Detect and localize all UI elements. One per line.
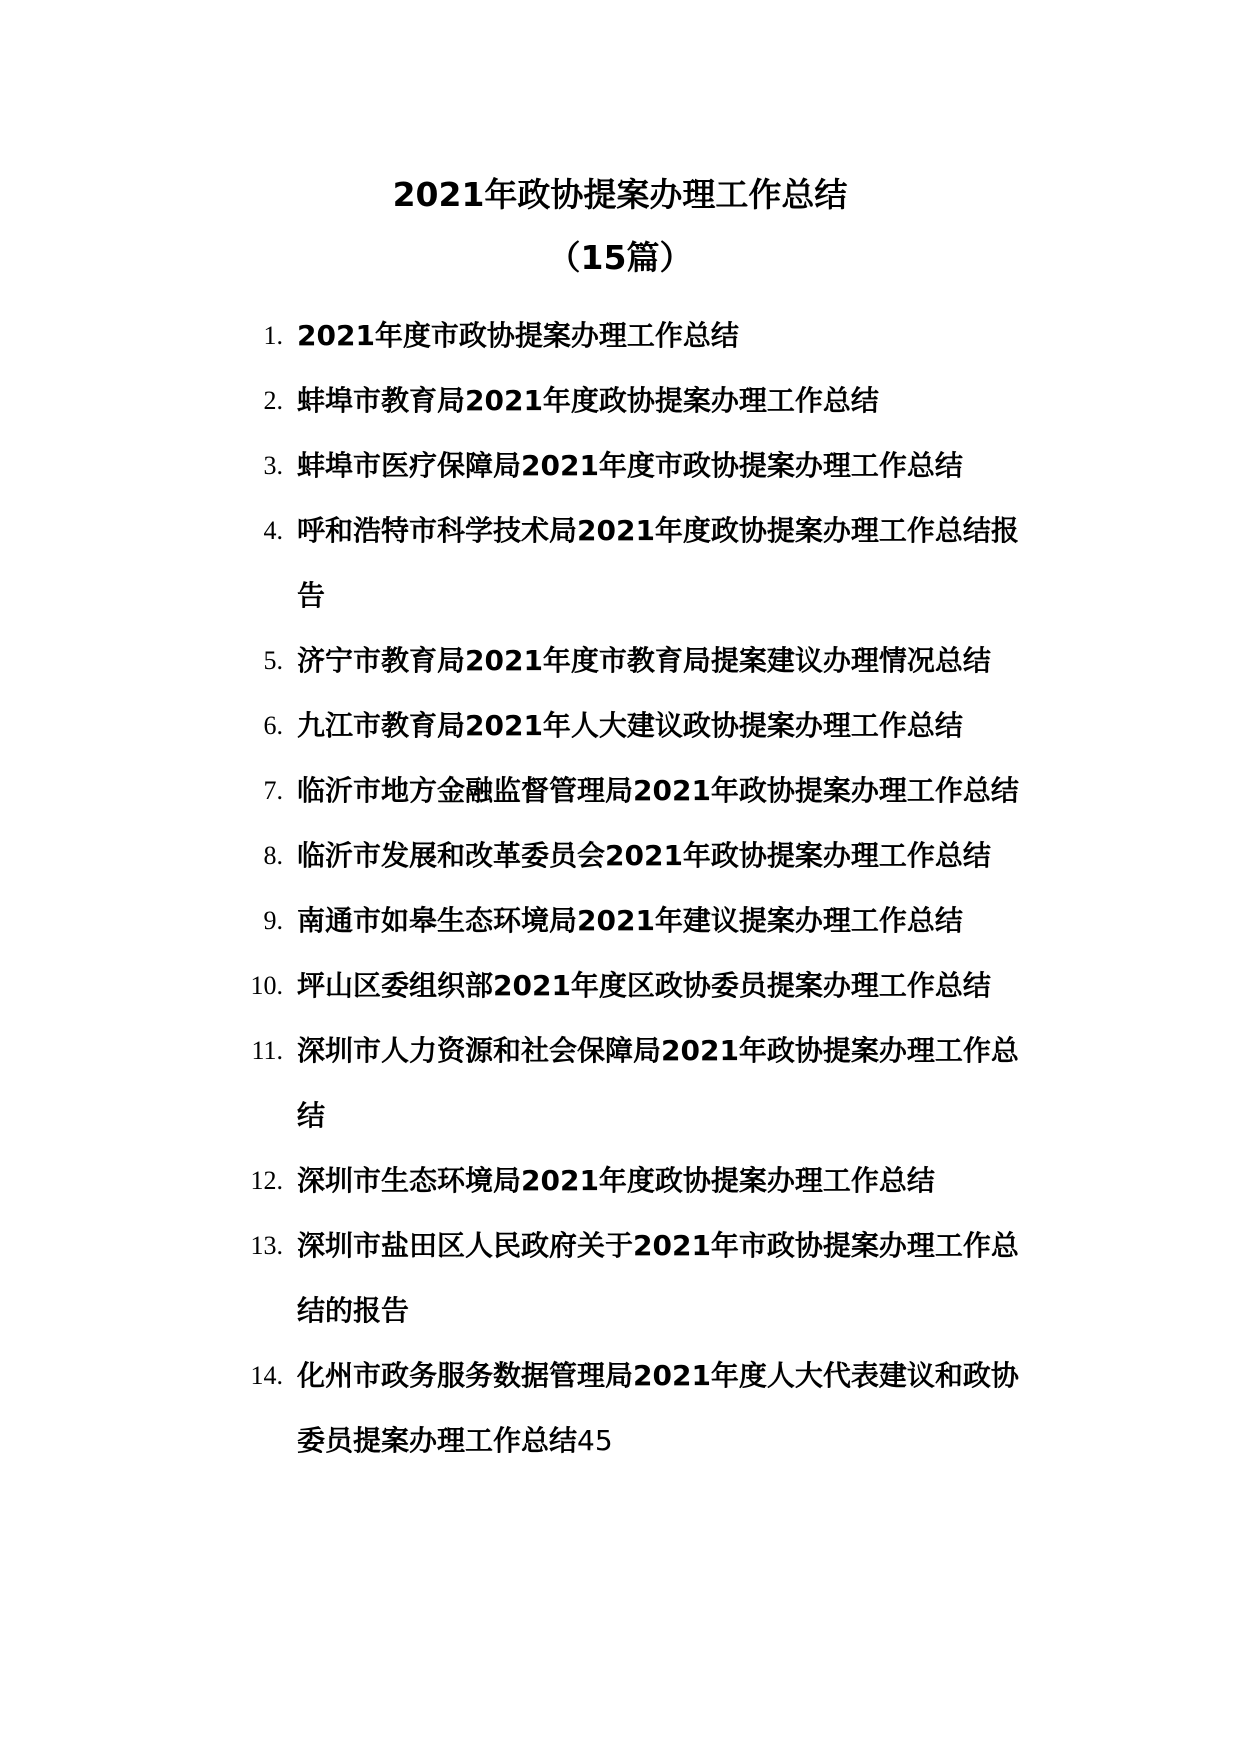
toc-item-title-text: 深圳市人力资源和社会保障局2021年政协提案办理工作总结	[297, 1034, 1019, 1132]
toc-item-number: 13.	[250, 1231, 283, 1260]
toc-item-title	[297, 823, 1042, 888]
table-of-contents	[0, 303, 1240, 1473]
toc-item-number: 14.	[250, 1361, 283, 1390]
toc-item-number: 1.	[263, 321, 283, 350]
toc-item-title-text: 深圳市生态环境局2021年度政协提案办理工作总结	[297, 1164, 935, 1197]
toc-item-title-text: 深圳市盐田区人民政府关于2021年市政协提案办理工作总结的报告	[297, 1229, 1019, 1327]
document-subtitle: （15篇）	[547, 238, 693, 277]
toc-item	[0, 498, 1240, 628]
toc-item	[0, 823, 1240, 888]
toc-item-title	[297, 693, 1042, 758]
toc-item-title-text: 临沂市地方金融监督管理局2021年政协提案办理工作总结	[297, 774, 1019, 807]
toc-item-title	[297, 303, 1042, 368]
toc-item-title-text: 九江市教育局2021年人大建议政协提案办理工作总结	[297, 709, 963, 742]
toc-item-number: 12.	[250, 1166, 283, 1195]
toc-item-number: 8.	[263, 841, 283, 870]
toc-item-number: 2.	[263, 386, 283, 415]
toc-item-number: 6.	[263, 711, 283, 740]
toc-item-title	[297, 1343, 1042, 1473]
toc-item-page-number: 45	[577, 1424, 613, 1457]
toc-item-number: 7.	[263, 776, 283, 805]
toc-item-title-text: 临沂市发展和改革委员会2021年政协提案办理工作总结	[297, 839, 991, 872]
toc-item-title	[297, 433, 1042, 498]
toc-item-title-text: 2021年度市政协提案办理工作总结	[297, 319, 739, 352]
toc-item	[0, 628, 1240, 693]
toc-item-title	[297, 1148, 1042, 1213]
toc-item-title	[297, 1213, 1042, 1343]
toc-item	[0, 888, 1240, 953]
toc-item-title	[297, 888, 1042, 953]
toc-item	[0, 1148, 1240, 1213]
toc-item-title-text: 南通市如皋生态环境局2021年建议提案办理工作总结	[297, 904, 963, 937]
toc-item-title-text: 坪山区委组织部2021年度区政协委员提案办理工作总结	[297, 969, 991, 1002]
toc-item-title	[297, 953, 1042, 1018]
toc-item	[0, 433, 1240, 498]
toc-item-title-text: 蚌埠市教育局2021年度政协提案办理工作总结	[297, 384, 879, 417]
toc-item-title-text: 蚌埠市医疗保障局2021年度市政协提案办理工作总结	[297, 449, 963, 482]
toc-item	[0, 693, 1240, 758]
toc-item-title-text: 济宁市教育局2021年度市教育局提案建议办理情况总结	[297, 644, 991, 677]
toc-item-title	[297, 628, 1042, 693]
toc-item-title-text: 化州市政务服务数据管理局2021年度人大代表建议和政协委员提案办理工作总结	[297, 1359, 1019, 1457]
toc-item-title	[297, 368, 1042, 433]
toc-item-number: 3.	[263, 451, 283, 480]
toc-item	[0, 368, 1240, 433]
toc-item-number: 9.	[263, 906, 283, 935]
toc-item-title	[297, 498, 1042, 628]
toc-item-title	[297, 1018, 1042, 1148]
toc-item	[0, 1343, 1240, 1473]
toc-item-number: 11.	[251, 1036, 283, 1065]
toc-item-number: 4.	[263, 516, 283, 545]
toc-item-title-text: 呼和浩特市科学技术局2021年度政协提案办理工作总结报告	[297, 514, 1019, 612]
toc-item	[0, 758, 1240, 823]
toc-item	[0, 953, 1240, 1018]
toc-item	[0, 1018, 1240, 1148]
toc-item-number: 5.	[263, 646, 283, 675]
toc-item	[0, 303, 1240, 368]
document-title: 2021年政协提案办理工作总结	[392, 175, 848, 214]
toc-item-title	[297, 758, 1042, 823]
toc-item-number: 10.	[250, 971, 283, 1000]
toc-item	[0, 1213, 1240, 1343]
